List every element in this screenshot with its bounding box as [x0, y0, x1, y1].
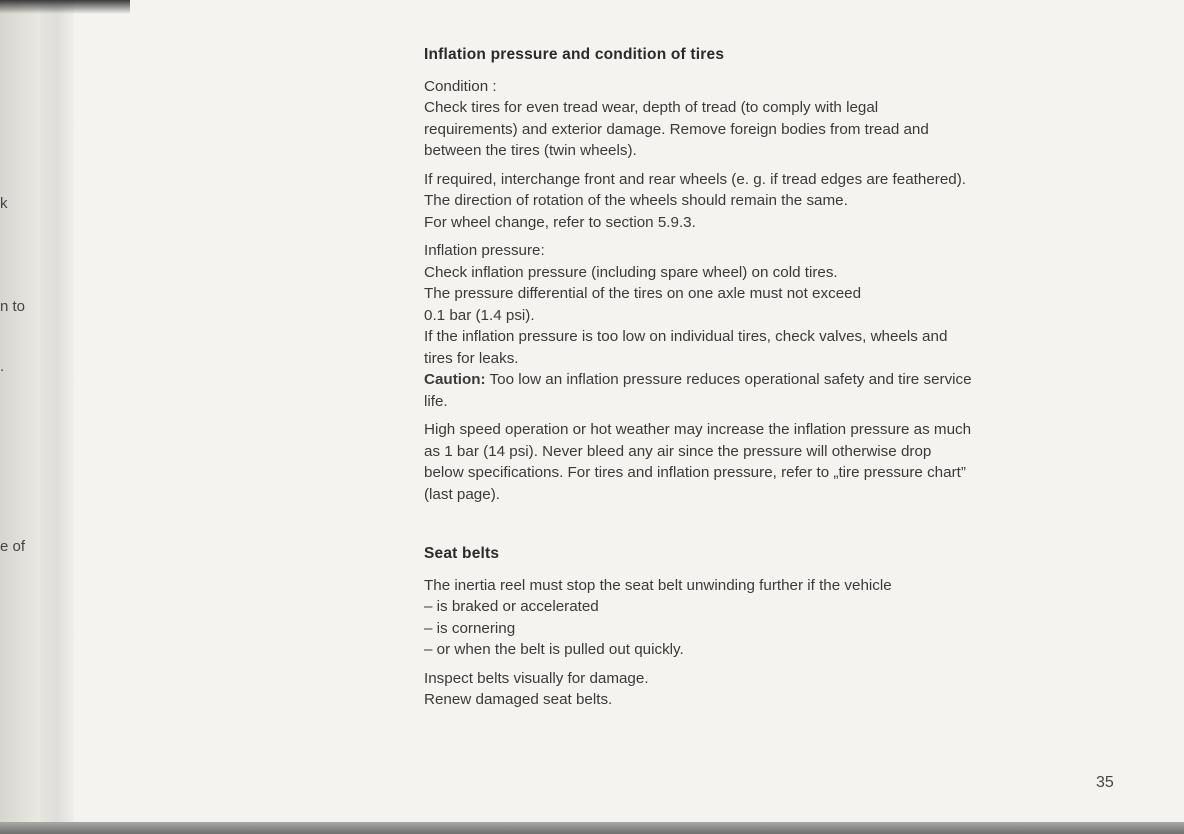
text-line: High speed operation or hot weather may increase the inflation pressure as much — [424, 421, 972, 438]
bottom-edge-band — [0, 822, 1184, 834]
text-line: (last page). — [424, 485, 500, 503]
left-page-fragment: e of — [0, 538, 26, 555]
paragraph-condition — [424, 76, 1114, 162]
page-number: 35 — [1096, 774, 1114, 791]
list-item: – or when the belt is pulled out quickly. — [424, 641, 684, 658]
caution-label: Caution: — [424, 371, 486, 388]
left-page-fragment: k — [0, 195, 8, 212]
text-line: The pressure differential of the tires on one axle must not exceed — [424, 285, 862, 302]
text-line: If required, interchange front and rear wheels (e. g. if tread edges are feathered). — [424, 170, 967, 188]
page-content — [424, 44, 1114, 718]
text-line: Inspect belts visually for damage. — [424, 669, 649, 687]
book-spine-shadow — [40, 0, 74, 834]
section-title-tires: Inflation pressure and condition of tires — [424, 46, 725, 63]
left-page-fragment: n to — [0, 298, 26, 315]
text-line: requirements) and exterior damage. Remove foreign bodies from tread and — [424, 120, 929, 138]
left-page-fragment: . — [0, 358, 5, 375]
text-line: 0.1 bar (1.4 psi). — [424, 306, 535, 324]
text-line: Condition : — [424, 77, 497, 95]
list-item: – is cornering — [424, 619, 516, 637]
text-line: Inflation pressure: — [424, 242, 545, 259]
text-line: The direction of rotation of the wheels should remain the same. — [424, 192, 848, 209]
paragraph-inspect-belts — [424, 668, 1114, 711]
caution-line — [424, 369, 1114, 391]
text-line: Renew damaged seat belts. — [424, 691, 613, 708]
paragraph-wheel-interchange — [424, 169, 1114, 234]
top-edge-shadow — [0, 0, 130, 14]
text-line: Check inflation pressure (including spare wheel) on cold tires. — [424, 263, 838, 281]
paragraph-inertia-reel — [424, 575, 1114, 661]
text-line: as 1 bar (14 psi). Never bleed any air since the pressure will otherwise drop — [424, 442, 932, 460]
text-line: between the tires (twin wheels). — [424, 142, 637, 159]
text-line: The inertia reel must stop the seat belt unwinding further if the vehicle — [424, 576, 892, 594]
text-line: below specifications. For tires and inflation pressure, refer to „tire pressure chart” — [424, 464, 966, 481]
caution-text: Too low an inflation pressure reduces operational safety and tire service — [485, 371, 972, 388]
text-line: If the inflation pressure is too low on individual tires, check valves, wheels and — [424, 328, 948, 345]
paragraph-high-speed — [424, 419, 1114, 505]
section-title-seat-belts: Seat belts — [424, 545, 500, 562]
text-line: Check tires for even tread wear, depth of tread (to comply with legal — [424, 99, 879, 116]
paragraph-inflation-pressure — [424, 240, 1114, 412]
text-line: For wheel change, refer to section 5.9.3. — [424, 213, 696, 231]
list-item: – is braked or accelerated — [424, 598, 599, 615]
text-line: life. — [424, 392, 448, 410]
text-line: tires for leaks. — [424, 349, 519, 367]
